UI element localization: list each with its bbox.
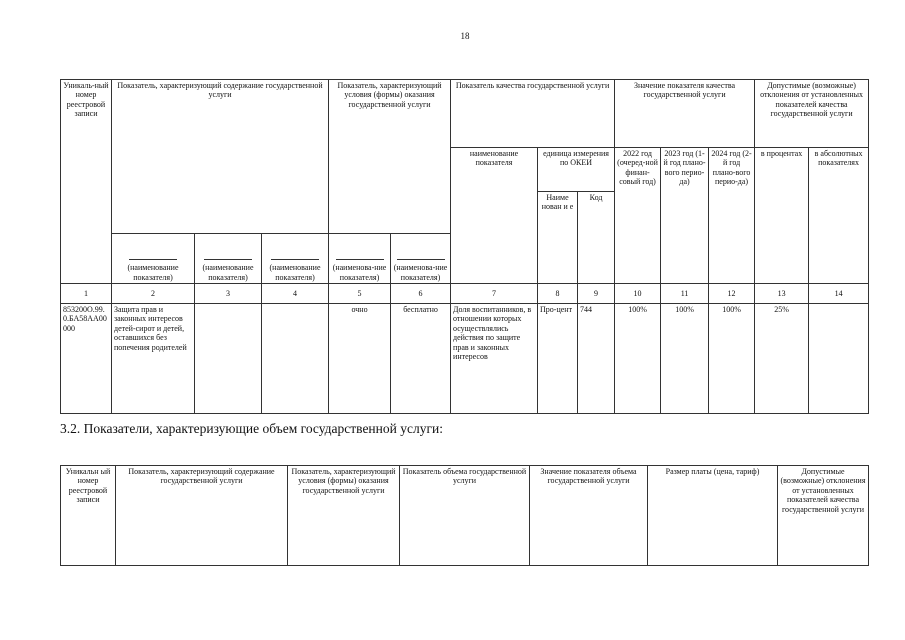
- header-quality-value: Значение показателя качества государственной услуги: [615, 80, 755, 148]
- placeholder-name-6: (наименова-ние показателя): [393, 263, 448, 282]
- cell-content: Защита прав и законных интересов детей-сирот и детей, оставшихся без попечения родителей: [112, 304, 195, 414]
- header-volume-value: Значение показателя объема государственной услуги: [530, 466, 648, 566]
- cell-payment: бесплатно: [391, 304, 451, 414]
- col-num: 1: [61, 284, 112, 304]
- header-content-indicator: Показатель, характеризующий содержание государственной услуги: [116, 466, 288, 566]
- header-okei-code: Код: [578, 192, 615, 284]
- col-num: 5: [329, 284, 391, 304]
- cell-value-2023: 100%: [661, 304, 709, 414]
- cell-value-2024: 100%: [709, 304, 755, 414]
- col-num: 4: [262, 284, 329, 304]
- header-deviation: Допустимые (возможные) отклонения от установленных показателей качества государственной услуги: [778, 466, 869, 566]
- section-heading: 3.2. Показатели, характеризующие объем государственной услуги:: [60, 421, 443, 436]
- header-okei-unit: единица измерения по ОКЕИ: [538, 148, 615, 192]
- header-content-indicator: Показатель, характеризующий содержание государственной услуги: [112, 80, 329, 234]
- header-in-absolute: в абсолютных показателях: [809, 148, 869, 284]
- header-condition-indicator: Показатель, характеризующий условия (формы) оказания государственной услуги: [329, 80, 451, 234]
- col-num: 9: [578, 284, 615, 304]
- col-num: 13: [755, 284, 809, 304]
- col-num: 14: [809, 284, 869, 304]
- col-num: 12: [709, 284, 755, 304]
- col-num: 10: [615, 284, 661, 304]
- header-indicator-name: наименование показателя: [451, 148, 538, 284]
- cell-indicator-name: Доля воспитанников, в отношении которых осуществлялись действия по защите прав и законных интересов: [451, 304, 538, 414]
- volume-indicators-table: [60, 465, 869, 566]
- col-num: 8: [538, 284, 578, 304]
- header-okei-name: Наиме нован и е: [538, 192, 578, 284]
- header-quality-indicator: Показатель качества государственной услуги: [451, 80, 615, 148]
- column-number-row: [61, 284, 869, 304]
- page-number: 18: [460, 31, 470, 41]
- col-num: 7: [451, 284, 538, 304]
- placeholder-name-3: (наименование показателя): [202, 263, 254, 282]
- header-year-2023: 2023 год (1-й год плано-вого перио-да): [661, 148, 709, 284]
- col-num: 3: [195, 284, 262, 304]
- cell-registry-number: 853200О.99.0.БА58АА00000: [61, 304, 112, 414]
- header-condition-indicator: Показатель, характеризующий условия (формы) оказания государственной услуги: [288, 466, 400, 566]
- table-row: [61, 304, 869, 414]
- cell-deviation-percent: 25%: [755, 304, 809, 414]
- cell-unit-name: Про-цент: [538, 304, 578, 414]
- header-year-2024: 2024 год (2-й год плано-вого перио-да): [709, 148, 755, 284]
- header-unique-number: Уникальн ый номер реестровой записи: [61, 466, 116, 566]
- cell-c4: [262, 304, 329, 414]
- placeholder-name-5: (наименова-ние показателя): [332, 263, 387, 282]
- cell-form: очно: [329, 304, 391, 414]
- cell-c3: [195, 304, 262, 414]
- col-num: 6: [391, 284, 451, 304]
- cell-deviation-absolute: [809, 304, 869, 414]
- col-num: 11: [661, 284, 709, 304]
- placeholder-name-4: (наименование показателя): [269, 263, 321, 282]
- quality-indicators-table: [60, 79, 869, 414]
- header-in-percent: в процентах: [755, 148, 809, 284]
- placeholder-name-2: (наименование показателя): [127, 263, 179, 282]
- header-deviation: Допустимые (возможные) отклонения от установленных показателей качества государственной услуги: [755, 80, 869, 148]
- cell-unit-code: 744: [578, 304, 615, 414]
- header-unique-number: Уникаль-ный номер реестровой записи: [61, 80, 112, 284]
- col-num: 2: [112, 284, 195, 304]
- cell-value-2022: 100%: [615, 304, 661, 414]
- header-fee: Размер платы (цена, тариф): [648, 466, 778, 566]
- header-year-2022: 2022 год (очеред-ной финан-совый год): [615, 148, 661, 284]
- header-volume-indicator: Показатель объема государственной услуги: [400, 466, 530, 566]
